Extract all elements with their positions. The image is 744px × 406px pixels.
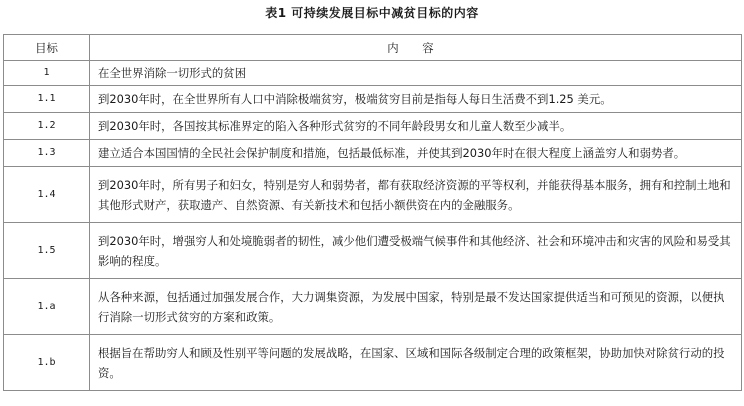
table-row <box>4 140 742 167</box>
table-caption: 表1 可持续发展目标中减贫目标的内容 <box>265 6 479 20</box>
table-row <box>4 61 742 86</box>
table-row <box>4 167 742 223</box>
goal-id-cell: 1.5 <box>4 223 90 279</box>
goal-content-cell: 到2030年时，增强穷人和处境脆弱者的韧性，减少他们遭受极端气候事件和其他经济、社会和环境冲击和灾害的风险和易受其影响的程度。 <box>90 223 742 279</box>
goal-id-cell: 1 <box>4 61 90 86</box>
goal-id-cell: 1.b <box>4 335 90 391</box>
goal-content-cell: 在全世界消除一切形式的贫困 <box>90 61 742 86</box>
table-row <box>4 335 742 391</box>
goal-content-cell: 根据旨在帮助穷人和顾及性别平等问题的发展战略，在国家、区域和国际各级制定合理的政策框架，协助加快对除贫行动的投资。 <box>90 335 742 391</box>
table-row <box>4 279 742 335</box>
goal-id-cell: 1.1 <box>4 86 90 113</box>
goal-content-cell: 到2030年时，各国按其标准界定的陷入各种形式贫穷的不同年龄段男女和儿童人数至少减半。 <box>90 113 742 140</box>
table-header-row <box>4 35 742 61</box>
goal-id-cell: 1.a <box>4 279 90 335</box>
goal-id-cell: 1.4 <box>4 167 90 223</box>
header-content: 内 容 <box>90 35 742 61</box>
poverty-goals-table <box>3 34 742 391</box>
table-row <box>4 113 742 140</box>
goal-content-cell: 从各种来源，包括通过加强发展合作，大力调集资源，为发展中国家，特别是最不发达国家提供适当和可预见的资源，以便执行消除一切形式贫穷的方案和政策。 <box>90 279 742 335</box>
goal-id-cell: 1.2 <box>4 113 90 140</box>
goal-content-cell: 到2030年时，所有男子和妇女，特别是穷人和弱势者，都有获取经济资源的平等权利，并能获得基本服务，拥有和控制土地和其他形式财产，获取遗产、自然资源、有关新技术和包括小额供资在内的金融服务。 <box>90 167 742 223</box>
table-row <box>4 86 742 113</box>
header-goal: 目标 <box>4 35 90 61</box>
goal-content-cell: 到2030年时，在全世界所有人口中消除极端贫穷，极端贫穷目前是指每人每日生活费不到1.25 美元。 <box>90 86 742 113</box>
table-row <box>4 223 742 279</box>
goal-content-cell: 建立适合本国国情的全民社会保护制度和措施，包括最低标准，并使其到2030年时在很大程度上涵盖穷人和弱势者。 <box>90 140 742 167</box>
goal-id-cell: 1.3 <box>4 140 90 167</box>
